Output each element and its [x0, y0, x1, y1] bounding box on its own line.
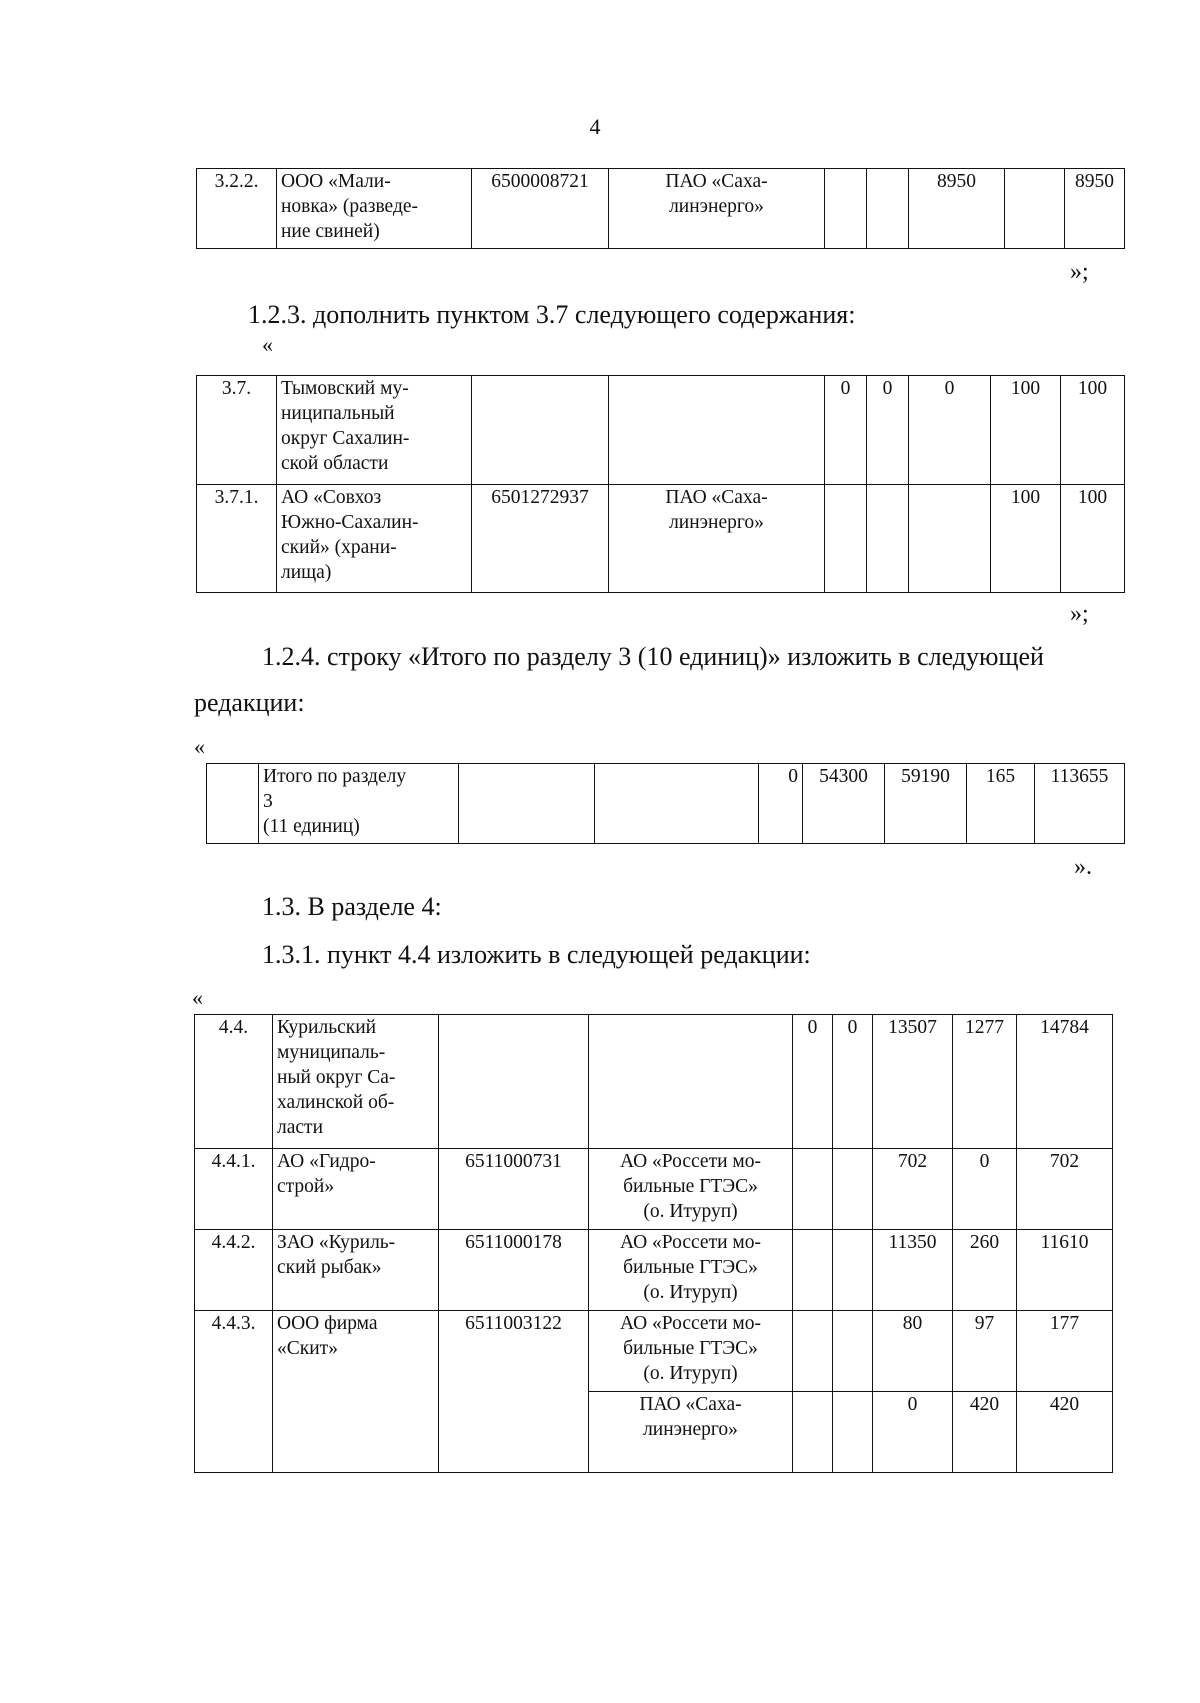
cell-name: АО «Совхоз Южно-Сахалин- ский» (храни- лища): [277, 485, 472, 593]
cell-v3: [909, 485, 991, 593]
cell-num: 4.4.1.: [195, 1149, 273, 1230]
cell-v4: 420: [953, 1392, 1017, 1473]
cell-v4: 260: [953, 1230, 1017, 1311]
cell-supplier: [609, 376, 825, 485]
cell-v3: 8950: [909, 169, 1005, 249]
cell-v1: [793, 1311, 833, 1392]
cell-inn: 6501272937: [472, 485, 609, 593]
table-section-3-2-2: [196, 168, 1125, 249]
cell-total: 8950: [1065, 169, 1125, 249]
cell-v3: 11350: [873, 1230, 953, 1311]
paragraph-1-3-1: 1.3.1. пункт 4.4 изложить в следующей редакции:: [262, 940, 811, 969]
cell-supplier: ПАО «Саха- линэнерго»: [609, 485, 825, 593]
cell-total: 11610: [1017, 1230, 1113, 1311]
table-row: [207, 764, 1125, 844]
cell-num: 4.4.: [195, 1015, 273, 1149]
cell-v4: 165: [967, 764, 1035, 844]
cell-name: ЗАО «Куриль- ский рыбак»: [273, 1230, 439, 1311]
cell-v1: [793, 1149, 833, 1230]
table-row: [195, 1015, 1113, 1149]
cell-v3: 80: [873, 1311, 953, 1392]
cell-num: [195, 1392, 273, 1473]
closing-quote: ».: [1074, 854, 1092, 880]
cell-v3: 59190: [885, 764, 967, 844]
table-row: [195, 1311, 1113, 1392]
cell-v1: 0: [793, 1015, 833, 1149]
cell-supplier: АО «Россети мо- бильные ГТЭС» (о. Итуруп): [589, 1230, 793, 1311]
opening-quote: «: [192, 985, 203, 1010]
cell-total: 702: [1017, 1149, 1113, 1230]
cell-supplier: ПАО «Саха- линэнерго»: [609, 169, 825, 249]
cell-inn: 6500008721: [472, 169, 609, 249]
paragraph-1-2-3: 1.2.3. дополнить пунктом 3.7 следующего содержания:: [248, 300, 856, 329]
cell-num: 4.4.2.: [195, 1230, 273, 1311]
cell-v2: [833, 1149, 873, 1230]
cell-inn: 6511000178: [439, 1230, 589, 1311]
cell-name: Итого по разделу 3 (11 единиц): [259, 764, 459, 844]
cell-v4: 1277: [953, 1015, 1017, 1149]
cell-name: ООО «Мали- новка» (разведе- ние свиней): [277, 169, 472, 249]
cell-supplier: [589, 1015, 793, 1149]
cell-name: Тымовский му- ниципальный округ Сахалин- ской области: [277, 376, 472, 485]
table-section-3-7: [196, 375, 1125, 593]
cell-supplier: [595, 764, 759, 844]
cell-total: 113655: [1035, 764, 1125, 844]
paragraph-1-2-4-line1: 1.2.4. строку «Итого по разделу 3 (10 единиц)» изложить в следующей: [262, 642, 1044, 671]
cell-v4: 0: [953, 1149, 1017, 1230]
cell-name: Курильский муниципаль- ный округ Са- халинской об- ласти: [273, 1015, 439, 1149]
cell-supplier: АО «Россети мо- бильные ГТЭС» (о. Итуруп): [589, 1311, 793, 1392]
cell-v4: 100: [991, 485, 1061, 593]
cell-total: 420: [1017, 1392, 1113, 1473]
page-number: 4: [589, 114, 601, 139]
cell-v2: [833, 1392, 873, 1473]
cell-num: 4.4.3.: [195, 1311, 273, 1392]
table-row: [195, 1230, 1113, 1311]
table-row: [197, 376, 1125, 485]
cell-total: 177: [1017, 1311, 1113, 1392]
cell-total: 100: [1061, 485, 1125, 593]
paragraph-1-3: 1.3. В разделе 4:: [262, 892, 442, 921]
cell-num: 3.7.1.: [197, 485, 277, 593]
cell-v1: [793, 1392, 833, 1473]
cell-v2: 54300: [803, 764, 885, 844]
cell-v2: [867, 485, 909, 593]
cell-total: 100: [1061, 376, 1125, 485]
cell-v3: 702: [873, 1149, 953, 1230]
cell-supplier: АО «Россети мо- бильные ГТЭС» (о. Итуруп): [589, 1149, 793, 1230]
table-section-3-total: [206, 763, 1125, 844]
cell-supplier: ПАО «Саха- линэнерго»: [589, 1392, 793, 1473]
cell-v2: [833, 1311, 873, 1392]
cell-v2: [867, 169, 909, 249]
cell-v2: 0: [833, 1015, 873, 1149]
cell-v3: 0: [909, 376, 991, 485]
table-row: [195, 1392, 1113, 1473]
cell-inn: [472, 376, 609, 485]
cell-v1: [793, 1230, 833, 1311]
cell-v4: [1005, 169, 1065, 249]
table-row: [197, 485, 1125, 593]
cell-name: АО «Гидро- строй»: [273, 1149, 439, 1230]
cell-num: 3.2.2.: [197, 169, 277, 249]
cell-v1: 0: [759, 764, 803, 844]
cell-v4: 100: [991, 376, 1061, 485]
cell-total: 14784: [1017, 1015, 1113, 1149]
cell-num: 3.7.: [197, 376, 277, 485]
cell-v1: [825, 169, 867, 249]
cell-name: ООО фирма «Скит»: [273, 1311, 439, 1392]
closing-quote: »;: [1070, 601, 1089, 627]
cell-v2: [833, 1230, 873, 1311]
table-section-4-4: [194, 1014, 1113, 1473]
cell-inn: [439, 1392, 589, 1473]
cell-inn: [459, 764, 595, 844]
cell-inn: [439, 1015, 589, 1149]
opening-quote: «: [262, 332, 273, 357]
closing-quote: »;: [1070, 259, 1089, 285]
cell-name: [273, 1392, 439, 1473]
cell-v3: 13507: [873, 1015, 953, 1149]
paragraph-1-2-4-line2: редакции:: [194, 688, 305, 717]
table-row: [197, 169, 1125, 249]
table-row: [195, 1149, 1113, 1230]
cell-num: [207, 764, 259, 844]
cell-inn: 6511003122: [439, 1311, 589, 1392]
opening-quote: «: [194, 734, 205, 759]
cell-v2: 0: [867, 376, 909, 485]
cell-v3: 0: [873, 1392, 953, 1473]
cell-inn: 6511000731: [439, 1149, 589, 1230]
cell-v1: 0: [825, 376, 867, 485]
cell-v4: 97: [953, 1311, 1017, 1392]
cell-v1: [825, 485, 867, 593]
